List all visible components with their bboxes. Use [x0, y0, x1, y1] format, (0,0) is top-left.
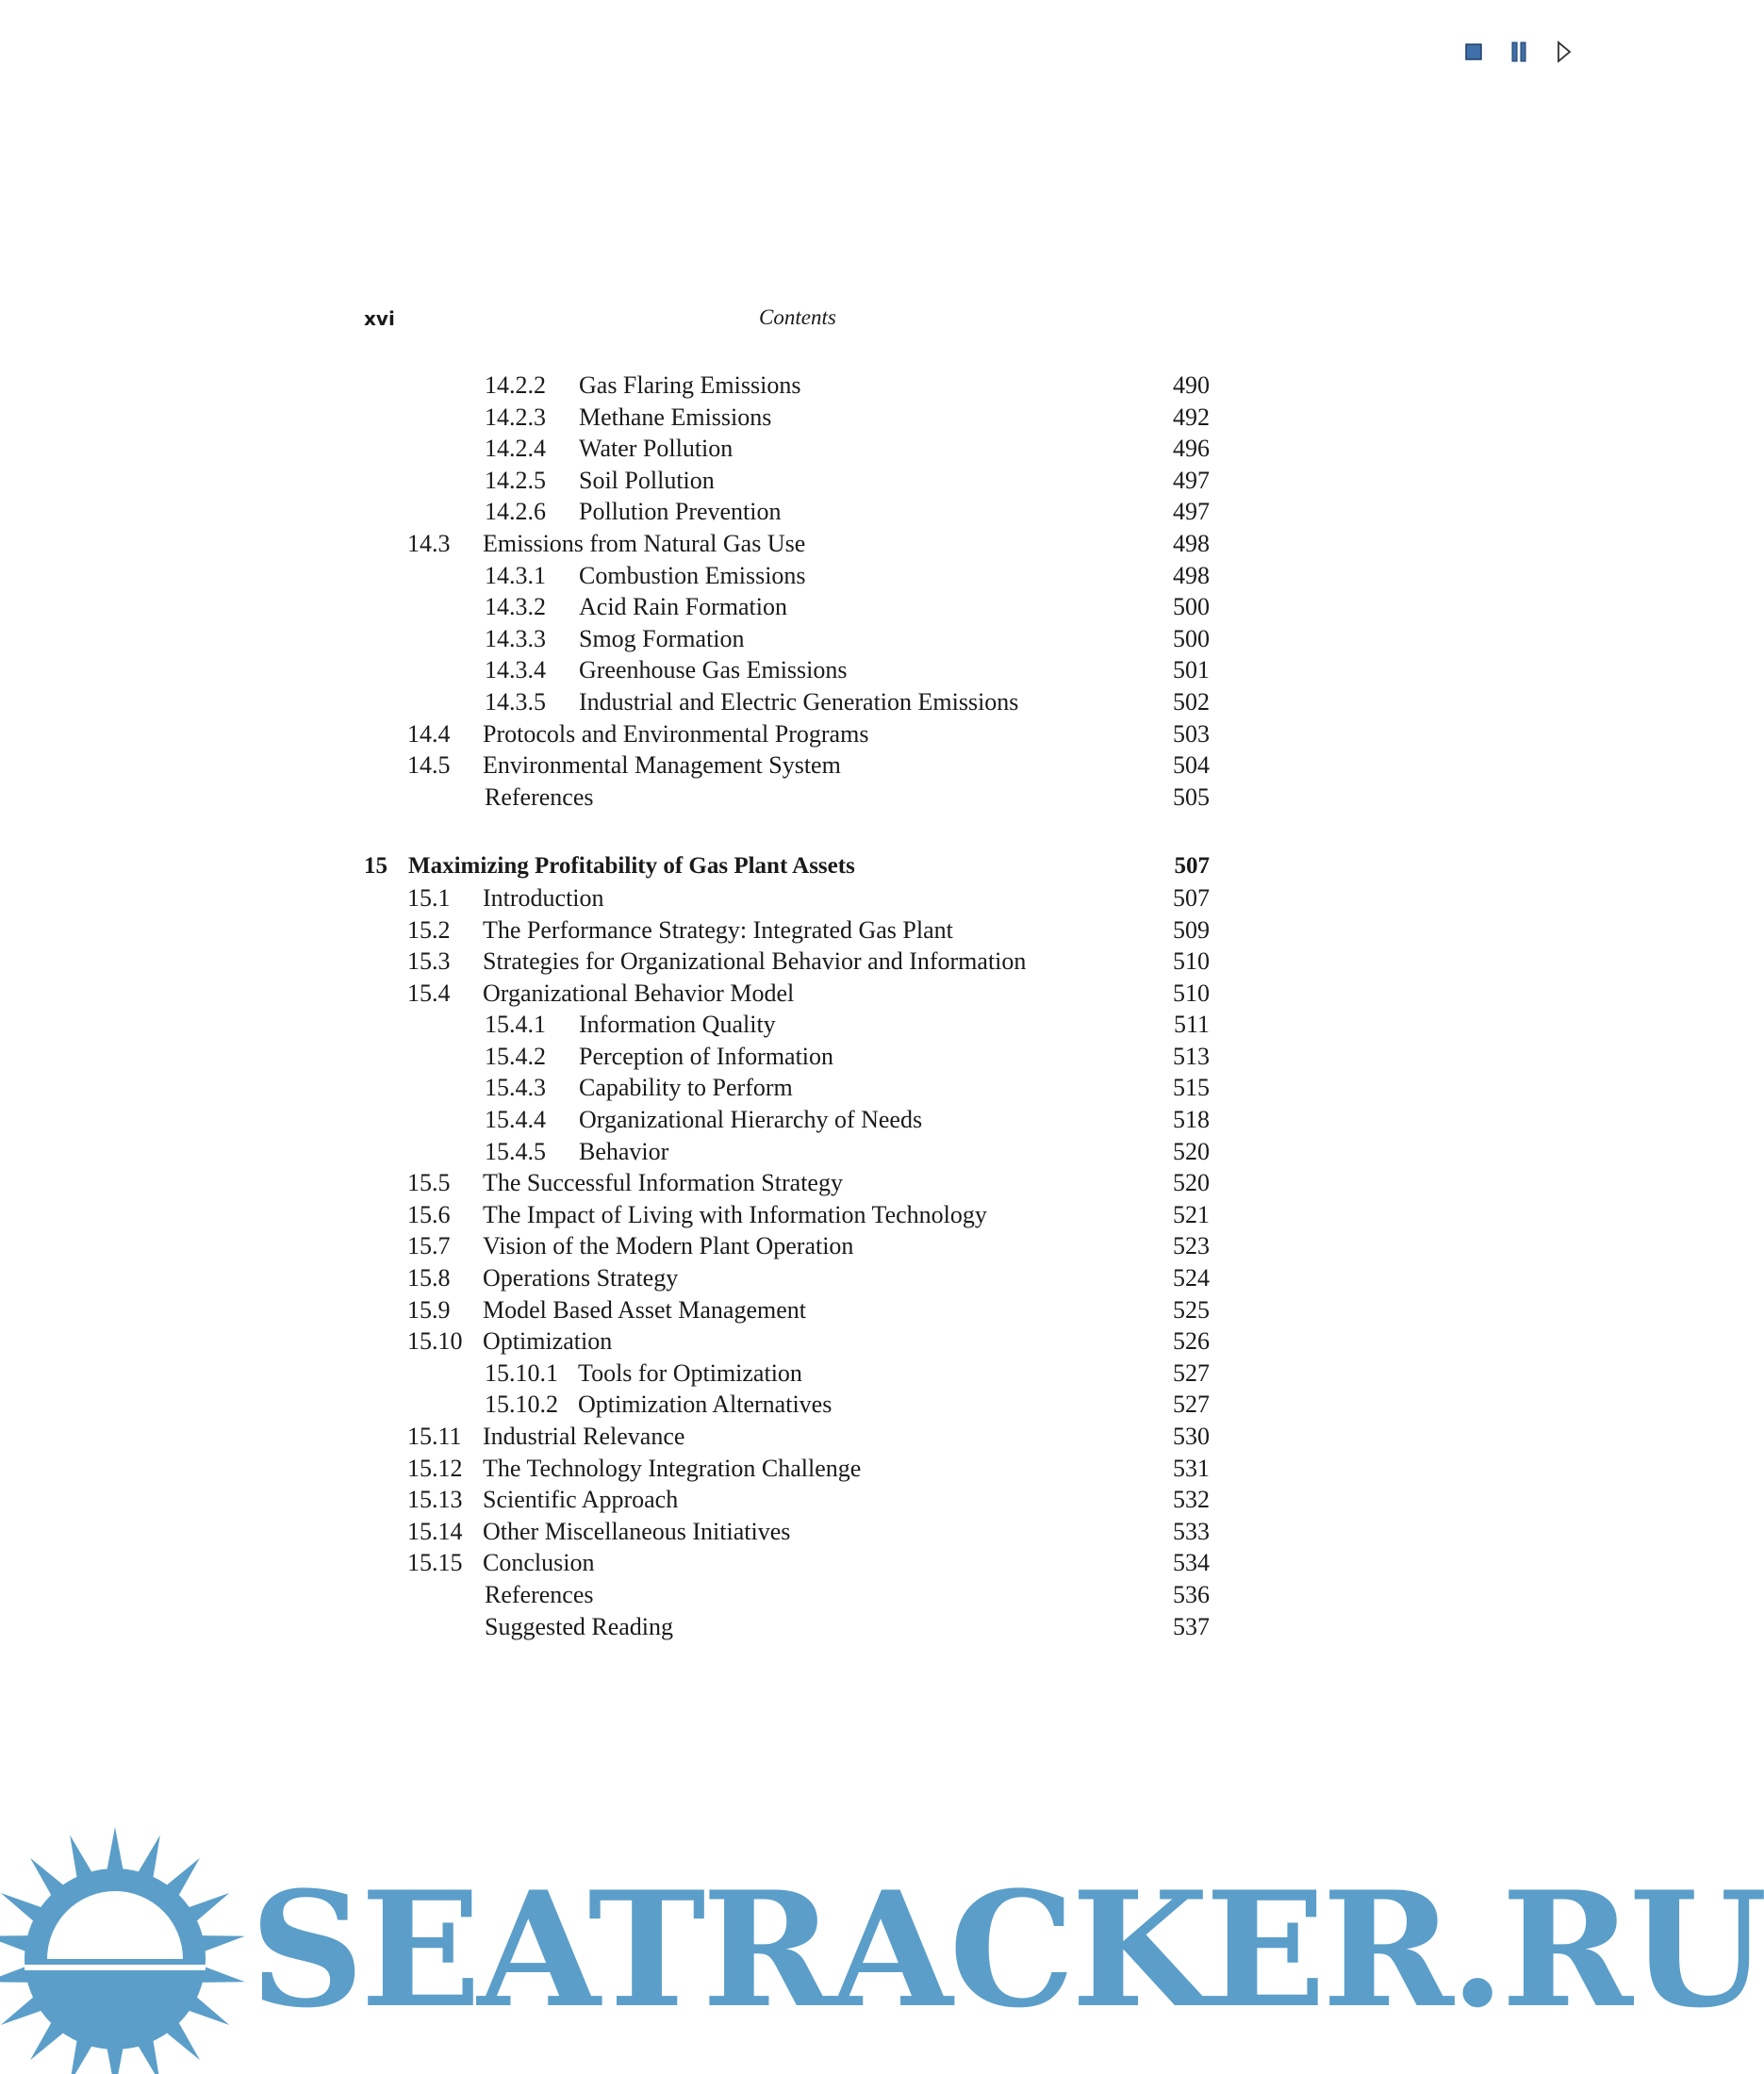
toc-entry-page: 527	[1173, 1358, 1210, 1387]
stop-square-icon	[1465, 43, 1482, 60]
toc-entry-number: 14.3.2	[485, 593, 546, 621]
toc-entry[interactable]	[364, 1294, 1212, 1326]
toc-entry-title: Gas Flaring Emissions	[579, 371, 801, 399]
toc-entry-number: 14.3.5	[485, 687, 546, 716]
toc-entry-title: The Technology Integration Challenge	[483, 1454, 862, 1482]
toc-entry[interactable]	[364, 1358, 1212, 1390]
toc-entry-number: 15.4.3	[485, 1074, 546, 1102]
toc-entry-page: 533	[1173, 1517, 1210, 1545]
toc-entry-page: 536	[1173, 1580, 1210, 1608]
toc-entry-page: 490	[1173, 371, 1210, 399]
toc-entry-number: 14.5	[407, 751, 451, 780]
toc-entry-page: 525	[1173, 1295, 1210, 1324]
toc-entry-page: 492	[1173, 403, 1210, 431]
toc-entry-number: 14.4	[407, 719, 451, 748]
toc-entry-title: Combustion Emissions	[579, 561, 806, 589]
toc-entry-page: 531	[1173, 1454, 1210, 1482]
toc-chapter-number: 15	[364, 853, 387, 880]
toc-entry-title: Methane Emissions	[579, 403, 772, 431]
toc-entry-number: 15.13	[407, 1486, 463, 1514]
toc-entry-page: 515	[1173, 1074, 1210, 1102]
toc-chapter-title: Maximizing Profitability of Gas Plant Assets	[408, 853, 855, 880]
toc-entry-title: References	[485, 1580, 594, 1608]
toc-entry-page: 496	[1173, 435, 1210, 463]
toc-entry[interactable]	[364, 914, 1212, 946]
toc-entry-title: Operations Strategy	[483, 1264, 679, 1292]
toc-entry-title: References	[485, 782, 594, 811]
toc-entry-page: 498	[1173, 561, 1210, 589]
toc-entry-page: 500	[1173, 624, 1210, 652]
toc-entry-page: 526	[1173, 1327, 1210, 1356]
toc-entry-title: The Successful Information Strategy	[483, 1169, 843, 1197]
toc-entry-page: 502	[1173, 687, 1210, 716]
toc-entry-title: Scientific Approach	[483, 1486, 679, 1514]
toc-entry-title: Smog Formation	[579, 624, 745, 652]
toc-entry[interactable]	[364, 1453, 1212, 1485]
toc-entry-number: 15.4.5	[485, 1137, 546, 1165]
toc-entry-number: 14.2.6	[485, 498, 546, 526]
toc-entry-title: The Performance Strategy: Integrated Gas Plant	[483, 915, 953, 944]
toc-entry[interactable]	[364, 1262, 1212, 1294]
toc-entry-number: 15.1	[407, 883, 451, 912]
toc-entry-number: 15.4.1	[485, 1011, 546, 1039]
toc-entry[interactable]	[364, 1136, 1212, 1168]
running-title: Contents	[759, 305, 836, 329]
toc-entry-number: 14.3.3	[485, 624, 546, 652]
toc-entry[interactable]	[364, 560, 1212, 592]
toc-chapter-page: 507	[1174, 853, 1210, 880]
toc-entry-page: 513	[1173, 1042, 1210, 1070]
toc-entry-page: 497	[1173, 466, 1210, 494]
toc-entry-page: 520	[1173, 1137, 1210, 1165]
toc-entry-title: Strategies for Organizational Behavior and Information	[483, 947, 1027, 976]
toc-entry-title: Vision of the Modern Plant Operation	[483, 1232, 854, 1260]
toc-entry-page: 530	[1173, 1423, 1210, 1450]
toc-entry[interactable]	[364, 946, 1212, 978]
toc-entry-number: 14.2.5	[485, 466, 546, 494]
watermark-text: SEATRACKER.RU	[250, 1856, 1764, 2043]
toc-entry-page: 532	[1173, 1486, 1210, 1514]
toc-entry-number: 14.2.3	[485, 403, 546, 431]
toc-entry-number: 15.14	[407, 1517, 463, 1545]
toc-entry-title: Organizational Behavior Model	[483, 979, 795, 1007]
toc-entry-title: Protocols and Environmental Programs	[483, 719, 869, 748]
toc-entry[interactable]	[364, 370, 1212, 402]
running-header	[364, 307, 1212, 336]
toc-entry-page: 510	[1173, 979, 1210, 1007]
toc-entry-title: Industrial Relevance	[483, 1423, 685, 1450]
toc-entry-page: 523	[1173, 1232, 1210, 1260]
toc-entry-number: 15.8	[407, 1264, 451, 1292]
table-of-contents	[364, 370, 1212, 1642]
sun-logo-icon	[0, 1829, 245, 2074]
toc-entry-number: 15.9	[407, 1295, 451, 1324]
toc-entry-number: 15.10.1	[485, 1358, 558, 1387]
toc-entry[interactable]	[364, 882, 1212, 914]
pause-bars-icon	[1510, 41, 1527, 62]
toc-entry-title: Other Miscellaneous Initiatives	[483, 1517, 791, 1545]
toc-entry-number: 15.10.2	[485, 1391, 558, 1419]
toc-entry-number: 14.3	[407, 529, 451, 557]
toc-entry-number: 15.10	[407, 1327, 463, 1356]
toc-entry[interactable]	[364, 1484, 1212, 1516]
toc-entry-number: 15.12	[407, 1454, 463, 1482]
toc-entry[interactable]	[364, 686, 1212, 718]
toc-entry[interactable]	[364, 1009, 1212, 1041]
toc-entry-title: Information Quality	[579, 1011, 776, 1039]
toc-entry-number: 14.2.4	[485, 435, 546, 463]
toc-entry-page: 498	[1173, 529, 1210, 557]
toc-entry-page: 518	[1173, 1106, 1210, 1134]
toc-entry-number: 14.2.2	[485, 371, 546, 399]
toc-entry[interactable]	[364, 654, 1212, 686]
toc-entry-title: Soil Pollution	[579, 466, 715, 494]
toc-entry-title: Behavior	[579, 1137, 669, 1165]
toc-entry-title: Optimization	[483, 1327, 613, 1356]
toc-entry[interactable]	[364, 591, 1212, 623]
toc-entry-title: Conclusion	[483, 1549, 595, 1577]
toc-entry[interactable]	[364, 1167, 1212, 1199]
toc-entry-page: 500	[1173, 593, 1210, 621]
toc-entry-title: Water Pollution	[579, 435, 734, 463]
toc-entry[interactable]	[364, 433, 1212, 465]
toc-entry-page: 503	[1173, 719, 1210, 748]
stop-button[interactable]	[1461, 40, 1486, 64]
toc-entry-page: 510	[1173, 947, 1210, 976]
toc-entry[interactable]	[364, 749, 1212, 782]
toc-entry-page: 501	[1173, 656, 1210, 684]
page-number: xvi	[364, 307, 395, 330]
toc-entry-title: Acid Rain Formation	[579, 593, 787, 621]
toc-chapter-entry[interactable]	[364, 850, 1212, 882]
toc-entry[interactable]	[364, 1516, 1212, 1548]
toc-entry-number: 15.15	[407, 1549, 463, 1577]
play-button[interactable]	[1552, 40, 1576, 64]
toc-entry[interactable]	[364, 1611, 1212, 1643]
toc-entry-number: 15.11	[407, 1423, 462, 1450]
toc-entry-number: 15.2	[407, 915, 451, 944]
toc-entry-page: 509	[1173, 915, 1210, 944]
toc-entry[interactable]	[364, 402, 1212, 434]
toc-entry-title: Optimization Alternatives	[578, 1391, 833, 1419]
toc-entry[interactable]	[364, 1230, 1212, 1262]
toc-entry-number: 15.3	[407, 947, 451, 976]
toc-entry-title: Capability to Perform	[579, 1074, 793, 1102]
watermark	[0, 1829, 1764, 2074]
playback-controls	[1461, 40, 1576, 64]
toc-entry-page: 505	[1173, 782, 1210, 811]
toc-entry[interactable]	[364, 978, 1212, 1010]
toc-entry-number: 14.3.1	[485, 561, 546, 589]
toc-entry[interactable]	[364, 1579, 1212, 1611]
toc-entry-title: Model Based Asset Management	[483, 1295, 806, 1324]
toc-entry[interactable]	[364, 1421, 1212, 1453]
toc-entry[interactable]	[364, 1199, 1212, 1231]
toc-entry[interactable]	[364, 528, 1212, 560]
toc-entry-page: 497	[1173, 498, 1210, 526]
toc-entry-page: 511	[1173, 1011, 1210, 1039]
toc-entry-title: Environmental Management System	[483, 751, 841, 780]
toc-entry-number: 14.3.4	[485, 656, 546, 684]
play-triangle-icon	[1557, 41, 1572, 62]
toc-entry[interactable]	[364, 465, 1212, 497]
toc-entry-page: 524	[1173, 1264, 1210, 1292]
toc-entry-title: Perception of Information	[579, 1042, 834, 1070]
toc-entry-title: Pollution Prevention	[579, 498, 782, 526]
toc-entry-page: 527	[1173, 1391, 1210, 1419]
toc-entry[interactable]	[364, 496, 1212, 528]
toc-entry[interactable]	[364, 1041, 1212, 1073]
toc-entry[interactable]	[364, 718, 1212, 750]
toc-entry-title: Suggested Reading	[485, 1612, 674, 1640]
toc-entry-title: Tools for Optimization	[578, 1358, 802, 1387]
toc-entry[interactable]	[364, 1547, 1212, 1579]
toc-entry[interactable]	[364, 782, 1212, 814]
toc-entry[interactable]	[364, 1072, 1212, 1104]
pause-button[interactable]	[1507, 40, 1531, 64]
toc-entry-page: 521	[1173, 1200, 1210, 1228]
toc-entry-page: 520	[1173, 1169, 1210, 1197]
toc-entry-number: 15.7	[407, 1232, 451, 1260]
toc-entry[interactable]	[364, 1325, 1212, 1358]
toc-entry-title: Organizational Hierarchy of Needs	[579, 1106, 923, 1134]
toc-entry-title: Greenhouse Gas Emissions	[579, 656, 848, 684]
toc-entry-title: Industrial and Electric Generation Emissions	[579, 687, 1019, 716]
toc-entry[interactable]	[364, 1104, 1212, 1136]
toc-entry-page: 537	[1173, 1612, 1210, 1640]
toc-entry-page: 504	[1173, 751, 1210, 780]
toc-entry-number: 15.5	[407, 1169, 451, 1197]
toc-entry[interactable]	[364, 623, 1212, 655]
toc-entry-number: 15.4.2	[485, 1042, 546, 1070]
toc-entry-number: 15.4.4	[485, 1106, 546, 1134]
toc-entry-title: Introduction	[483, 883, 604, 912]
toc-entry-number: 15.6	[407, 1200, 451, 1228]
toc-entry-page: 507	[1173, 883, 1210, 912]
toc-entry-title: Emissions from Natural Gas Use	[483, 529, 806, 557]
toc-entry-page: 534	[1173, 1549, 1210, 1577]
toc-entry-number: 15.4	[407, 979, 451, 1007]
toc-entry[interactable]	[364, 1389, 1212, 1421]
toc-entry-title: The Impact of Living with Information Technology	[483, 1200, 987, 1228]
